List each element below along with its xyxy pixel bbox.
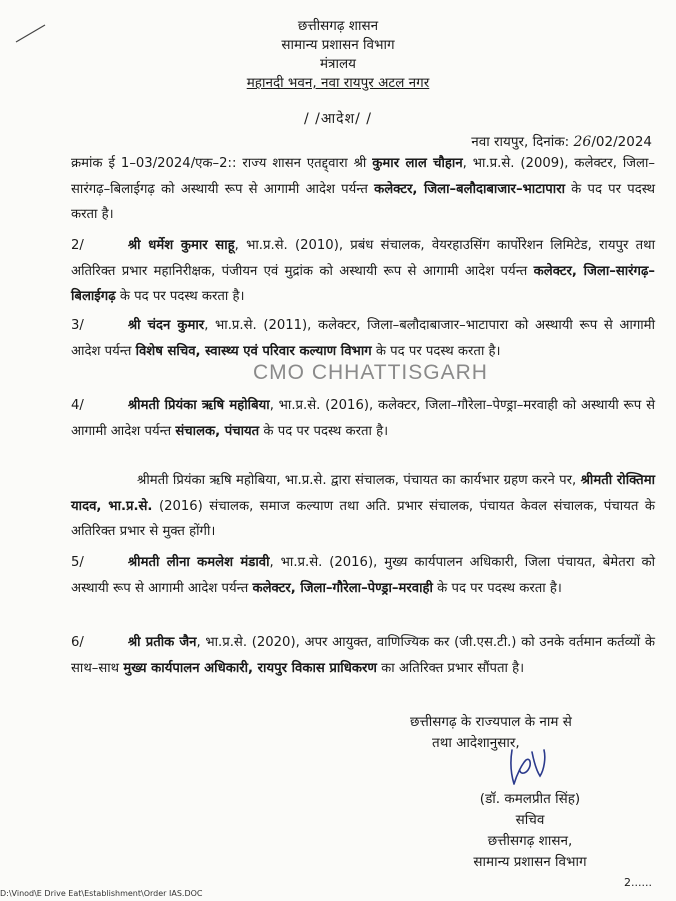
para-6 <box>71 630 655 681</box>
handwritten-signature-icon <box>504 744 554 792</box>
order-title: / /आदेश/ / <box>303 111 373 127</box>
para-1-text-e: के पद पर पदस्थ करता है। <box>71 181 656 222</box>
para-1-name: कुमार लाल चौहान <box>372 156 463 171</box>
para-4-relief <box>71 468 655 545</box>
officer-dept-2: सामान्य प्रशासन विभाग <box>473 854 587 870</box>
para-1-post: कलेक्टर, जिला–बलौदाबाजार–भाटापारा <box>374 181 565 197</box>
para-6-text-b: , भा.प्र.से. (2020), अपर आयुक्त, वाणिज्यिक कर (जी.एस.टी.) को उनके वर्तमान कर्तव्यों के साथ–साथ <box>71 635 655 676</box>
watermark: CMO CHHATTISGARH <box>253 361 488 384</box>
para-3-name: श्री चंदन कुमार <box>127 318 205 333</box>
page-number: 2...... <box>624 876 652 889</box>
para-4b-text-c: (2016) संचालक, समाज कल्याण तथा अति. प्रभार संचालक, पंचायत केवल संचालक, पंचायत के अतिरिक्त प्रभार से मुक्त होंगी। <box>71 498 656 539</box>
para-6-name: श्री प्रतीक जैन <box>127 635 197 650</box>
para-3-text-d: के पद पर पदस्थ करता है। <box>371 343 501 359</box>
para-6-text-d: का अतिरिक्त प्रभार सौंपता है। <box>376 660 525 676</box>
para-2-text-b: , भा.प्र.से. (2010), प्रबंध संचालक, वेयरहाउसिंग कार्पोरेशन लिमिटेड, रायपुर तथा अतिरिक्त प्रभार महानिरीक्षक, पंजीयन एवं मुद्रांक को अस्थायी रूप से आगामी आदेश पर्यन्त <box>71 238 655 279</box>
para-3 <box>71 313 655 364</box>
para-5-text-b: , भा.प्र.से. (2016), मुख्य कार्यपालन अधिकारी, जिला पंचायत, बेमेतरा को अस्थायी रूप से आगामी आदेश पर्यन्त <box>71 555 655 596</box>
para-6-number: 6/ <box>71 635 84 650</box>
para-5-name: श्रीमती लीना कमलेश मंडावी <box>127 555 270 570</box>
date-sep2: / <box>613 134 618 150</box>
date-place: नवा रायपुर, दिनांक: <box>471 134 570 150</box>
para-3-post: विशेष सचिव, स्वास्थ्य एवं परिवार कल्याण विभाग <box>135 343 372 359</box>
para-1-text-a: क्रमांक ई 1–03/2024/एक–2:: राज्य शासन एतद्द्वारा श्री <box>71 156 373 171</box>
date-year: 2024 <box>617 134 652 150</box>
para-2-name: श्री धर्मेश कुमार साहू <box>127 238 235 253</box>
authority-line-2: तथा आदेशानुसार, <box>432 735 520 751</box>
para-2-number: 2/ <box>71 238 84 253</box>
header-mantralaya: मंत्रालय <box>319 56 356 72</box>
para-5 <box>71 550 655 601</box>
para-4-name: श्रीमती प्रियंका ऋषि महोबिया <box>127 398 270 413</box>
para-2-text-d: के पद पर पदस्थ करता है। <box>115 289 245 304</box>
para-2-post: कलेक्टर, जिला–सारंगढ़–बिलाईगढ़ <box>71 263 655 304</box>
para-3-text-b: , भा.प्र.से. (2011), कलेक्टर, जिला–बलौदाबाजार–भाटापारा को अस्थायी रूप से आगामी आदेश पर्यन्त <box>71 318 655 359</box>
para-4-text-b: , भा.प्र.से. (2016), कलेक्टर, जिला–गौरेला–पेण्ड्रा–मरवाही को अस्थायी रूप से आगामी आदेश पर्यन्त <box>71 398 655 439</box>
para-2 <box>71 233 655 310</box>
header-govt: छत्तीसगढ़ शासन <box>297 18 379 34</box>
header-address: महानदी भवन, नवा रायपुर अटल नगर <box>246 75 430 91</box>
para-1-text-c: , भा.प्र.से. (2009), कलेक्टर, जिला–सारंगढ़–बिलाईगढ़ को अस्थायी रूप से आगामी आदेश पर्यन्त <box>71 156 655 197</box>
file-path: D:\Vinod\E Drive Eat\Establishment\Order IAS.DOC <box>0 889 203 898</box>
para-5-text-d: के पद पर पदस्थ करता है। <box>432 580 562 596</box>
para-4-text-d: के पद पर पदस्थ करता है। <box>259 423 389 439</box>
letterhead <box>0 17 676 93</box>
header-dept: सामान्य प्रशासन विभाग <box>281 37 395 53</box>
para-4-number: 4/ <box>71 398 84 413</box>
date-day: 26 <box>573 134 592 150</box>
officer-name: (डॉ. कमलप्रीत सिंह) <box>479 791 581 807</box>
date-sep1: / <box>591 134 596 150</box>
para-5-post: कलेक्टर, जिला–गौरेला–पेण्ड्रा–मरवाही <box>252 580 433 596</box>
authority-line-1: छत्तीसगढ़ के राज्यपाल के नाम से <box>410 714 572 730</box>
para-4 <box>71 393 655 444</box>
order-date <box>471 132 652 150</box>
para-6-post: मुख्य कार्यपालन अधिकारी, रायपुर विकास प्राधिकरण <box>123 660 377 676</box>
officer-dept-1: छत्तीसगढ़ शासन, <box>487 833 573 849</box>
para-4b-text-a: श्रीमती प्रियंका ऋषि महोबिया, भा.प्र.से. द्वारा संचालक, पंचायत का कार्यभार ग्रहण करने पर, <box>137 473 581 488</box>
para-1 <box>71 151 655 228</box>
date-month: 02 <box>595 134 614 150</box>
officer-designation: सचिव <box>515 812 545 828</box>
para-5-number: 5/ <box>71 555 84 570</box>
para-4-post: संचालक, पंचायत <box>175 423 260 439</box>
para-3-number: 3/ <box>71 318 84 333</box>
para-4b-name: श्रीमती रोक्तिमा यादव, भा.प्र.से. <box>71 473 656 514</box>
